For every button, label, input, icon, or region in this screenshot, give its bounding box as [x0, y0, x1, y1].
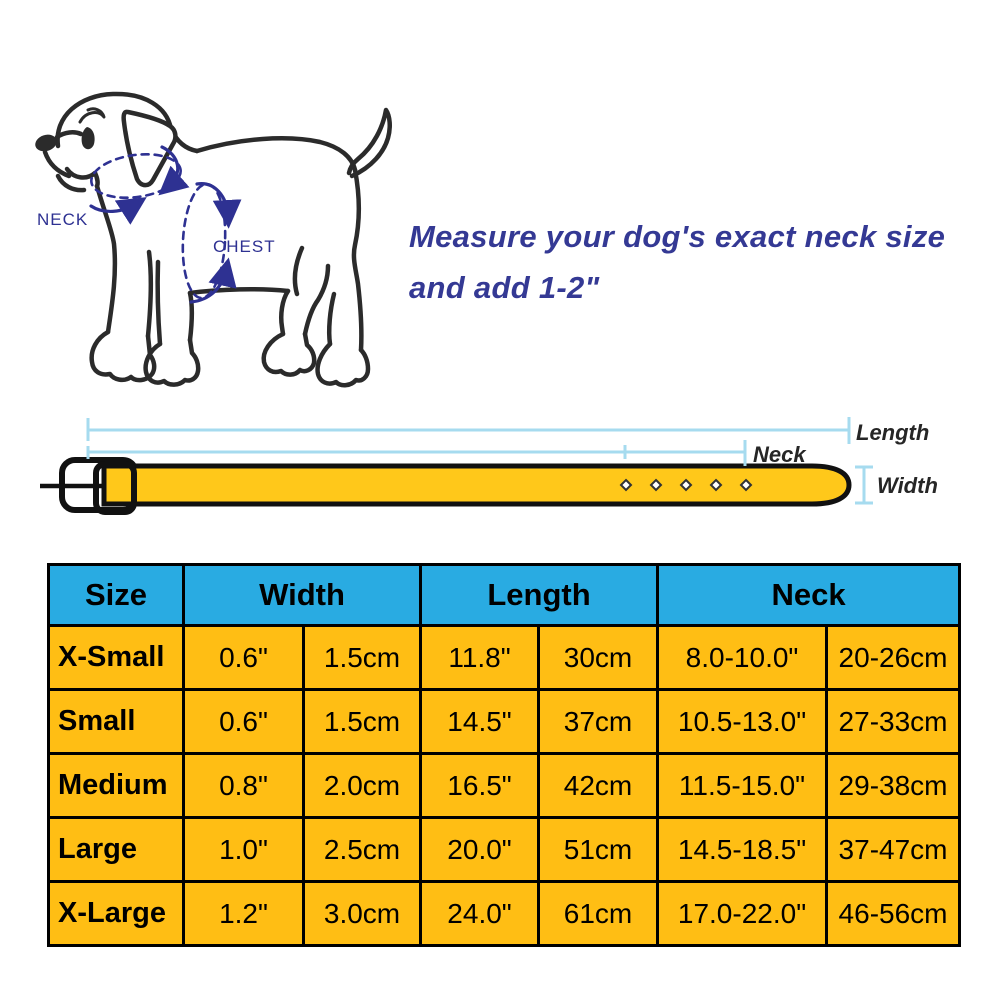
- length-in-cell: 20.0": [421, 818, 539, 882]
- table-row: [49, 626, 960, 690]
- length-cm-cell: 42cm: [539, 754, 658, 818]
- size-cell: Large: [49, 818, 184, 882]
- neck-in-cell: 8.0-10.0": [658, 626, 827, 690]
- collar-illustration: [40, 460, 849, 512]
- table-row: [49, 818, 960, 882]
- size-cell: X-Small: [49, 626, 184, 690]
- size-cell: X-Large: [49, 882, 184, 946]
- dog-hind-paw: [264, 334, 314, 375]
- length-cm-cell: 30cm: [539, 626, 658, 690]
- width-in-cell: 1.2": [184, 882, 304, 946]
- neck-cm-cell: 29-38cm: [827, 754, 960, 818]
- length-cm-cell: 51cm: [539, 818, 658, 882]
- width-in-cell: 0.6": [184, 626, 304, 690]
- col-header-size: Size: [49, 565, 184, 626]
- width-in-cell: 0.6": [184, 690, 304, 754]
- width-label: Width: [877, 473, 938, 498]
- neck-diagram-label: NECK: [37, 210, 89, 229]
- col-header-length: Length: [421, 565, 658, 626]
- length-cm-cell: 61cm: [539, 882, 658, 946]
- chest-diagram-label: CHEST: [213, 237, 276, 256]
- col-header-width: Width: [184, 565, 421, 626]
- dog-eye: [82, 127, 95, 149]
- width-marker: [855, 467, 873, 503]
- size-cell: Medium: [49, 754, 184, 818]
- neck-cm-cell: 37-47cm: [827, 818, 960, 882]
- table-row: [49, 754, 960, 818]
- length-in-cell: 24.0": [421, 882, 539, 946]
- neck-label: Neck: [753, 442, 806, 467]
- width-cm-cell: 1.5cm: [304, 690, 421, 754]
- neck-cm-cell: 20-26cm: [827, 626, 960, 690]
- width-in-cell: 1.0": [184, 818, 304, 882]
- dog-belly: [190, 289, 288, 293]
- width-cm-cell: 1.5cm: [304, 626, 421, 690]
- neck-cm-cell: 27-33cm: [827, 690, 960, 754]
- width-cm-cell: 2.0cm: [304, 754, 421, 818]
- neck-in-cell: 11.5-15.0": [658, 754, 827, 818]
- length-in-cell: 16.5": [421, 754, 539, 818]
- neck-cm-cell: 46-56cm: [827, 882, 960, 946]
- table-row: [49, 690, 960, 754]
- dog-line-drawing: [33, 94, 390, 385]
- size-cell: Small: [49, 690, 184, 754]
- table-header-row: [49, 565, 960, 626]
- table-row: [49, 882, 960, 946]
- width-in-cell: 0.8": [184, 754, 304, 818]
- size-chart-table: [47, 563, 961, 947]
- neck-in-cell: 10.5-13.0": [658, 690, 827, 754]
- neck-arrow-left: [91, 204, 136, 211]
- measure-instruction: [409, 211, 945, 313]
- neck-in-cell: 14.5-18.5": [658, 818, 827, 882]
- col-header-neck: Neck: [658, 565, 960, 626]
- length-in-cell: 11.8": [421, 626, 539, 690]
- instruction-line-2: and add 1-2": [409, 270, 600, 305]
- dog-nose: [33, 132, 59, 154]
- neck-in-cell: 17.0-22.0": [658, 882, 827, 946]
- width-cm-cell: 3.0cm: [304, 882, 421, 946]
- length-cm-cell: 37cm: [539, 690, 658, 754]
- collar-strap: [104, 466, 849, 504]
- dog-back: [197, 138, 355, 170]
- length-label: Length: [856, 420, 930, 445]
- width-cm-cell: 2.5cm: [304, 818, 421, 882]
- length-in-cell: 14.5": [421, 690, 539, 754]
- instruction-line-1: Measure your dog's exact neck size: [409, 219, 946, 254]
